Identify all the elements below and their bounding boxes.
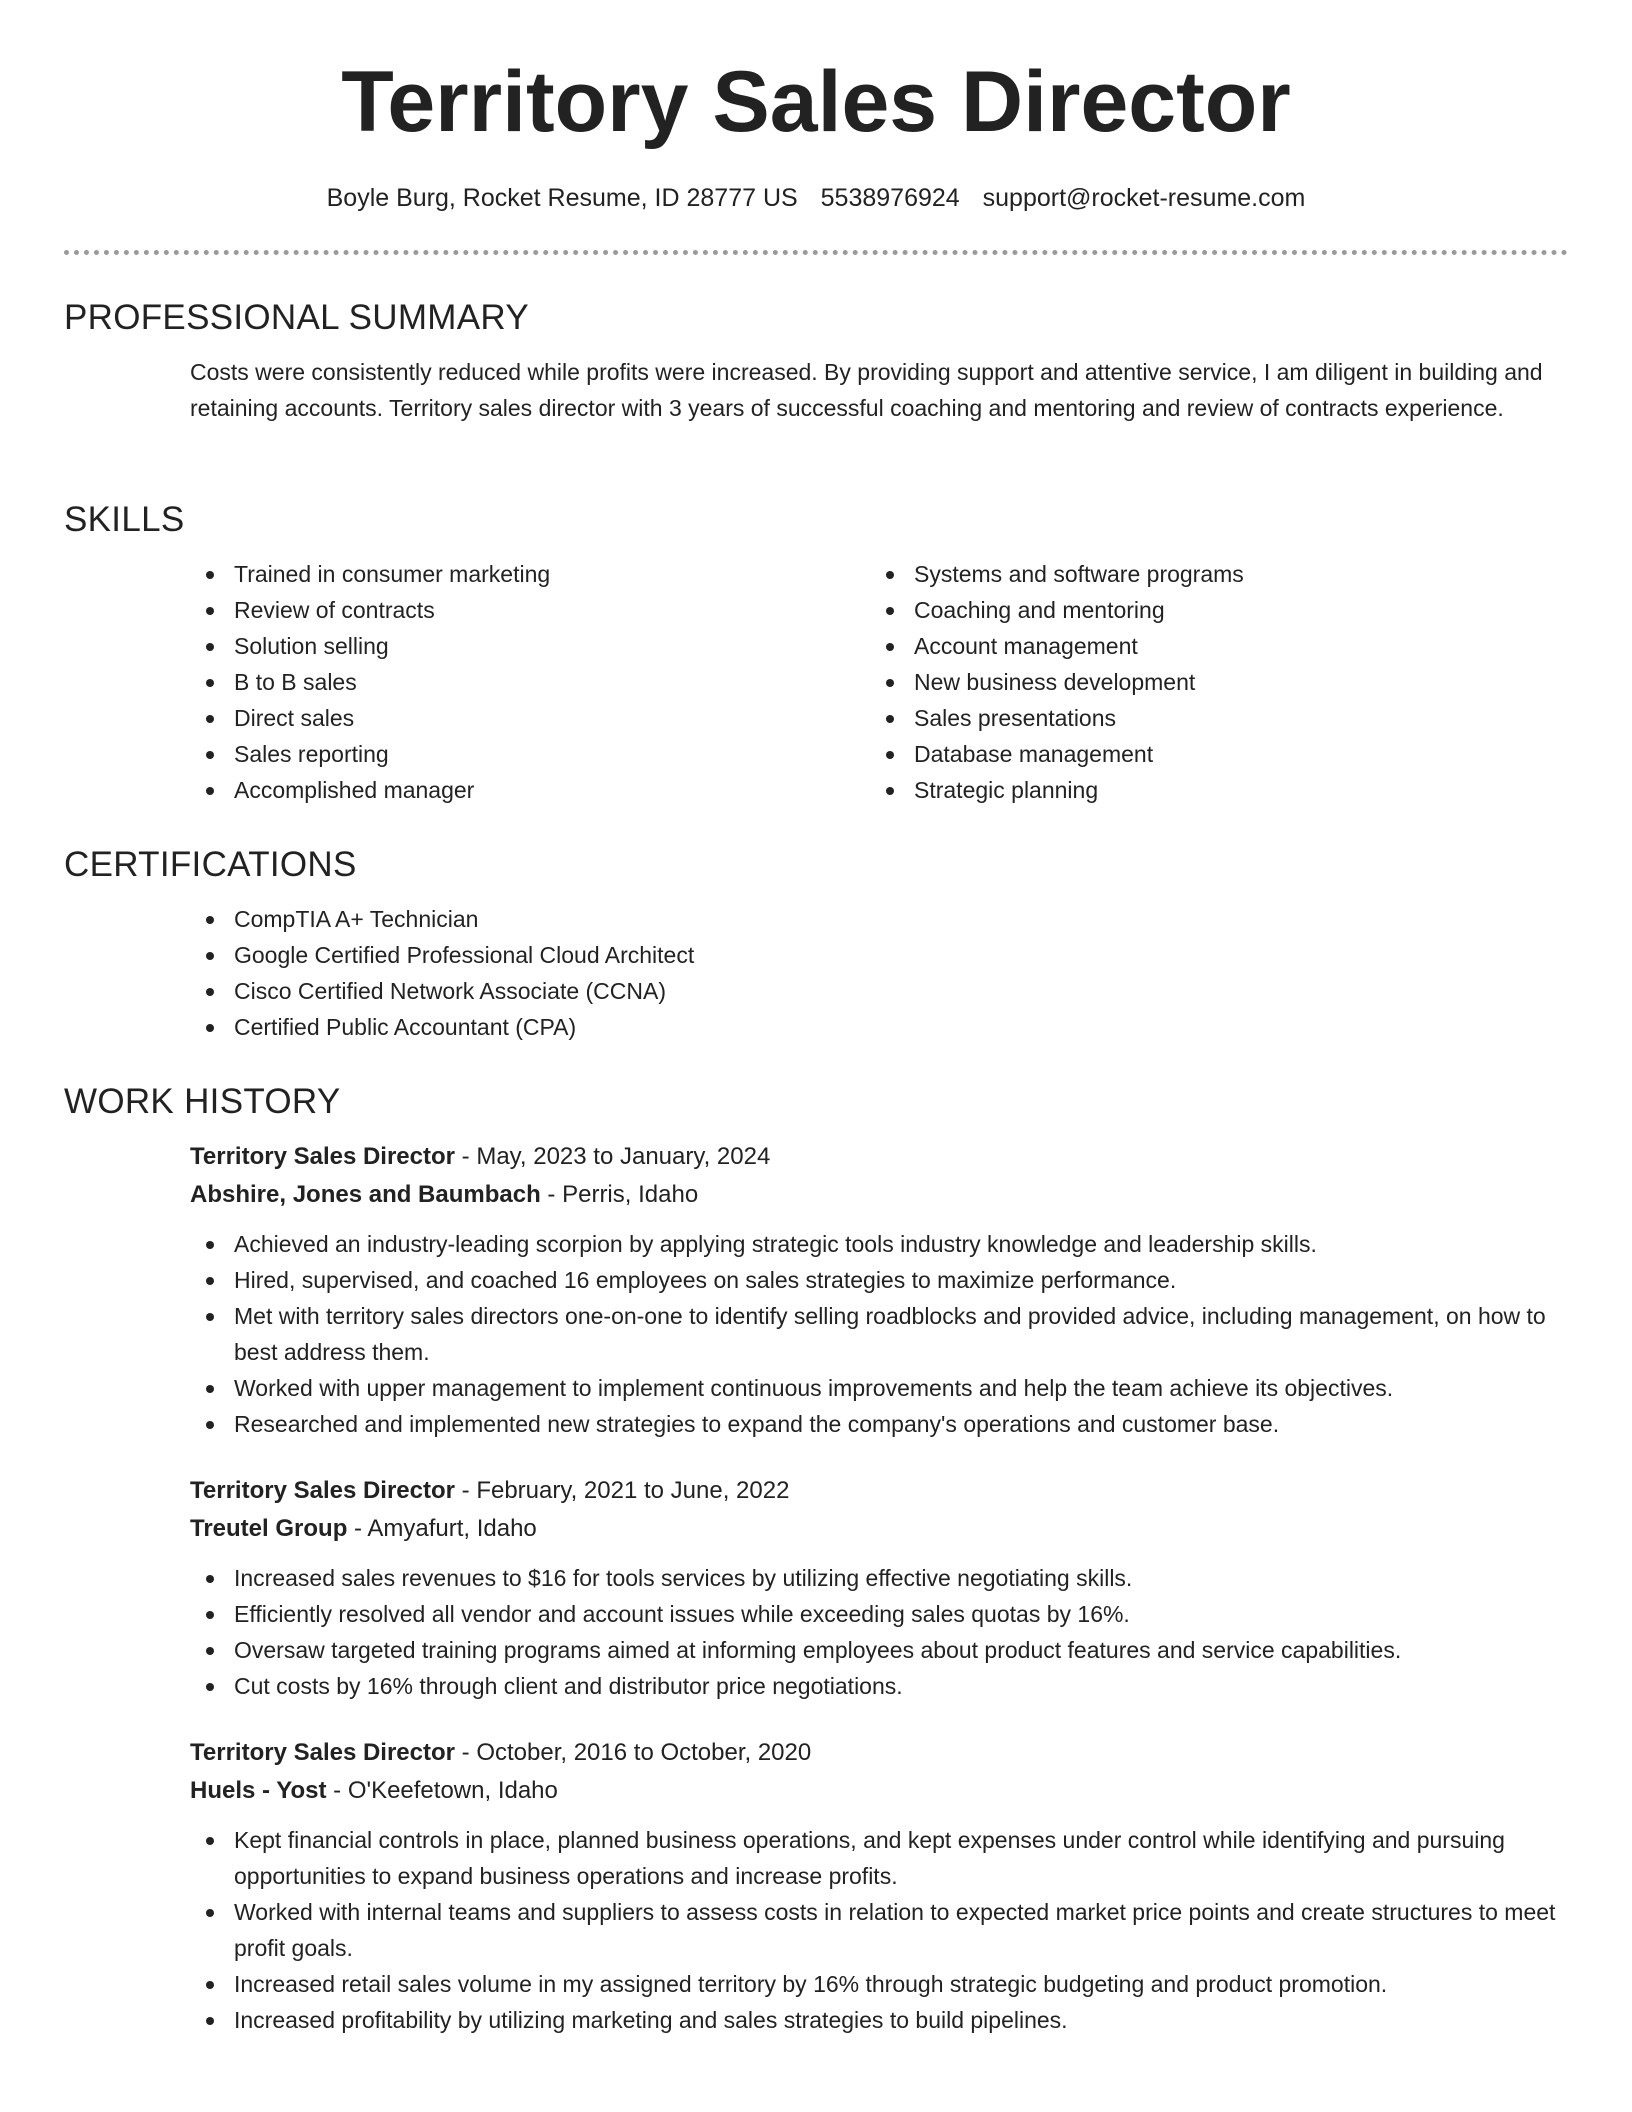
skills-heading: SKILLS (64, 500, 185, 539)
job-company: Treutel Group (190, 1515, 348, 1542)
skill-item: Review of contracts (190, 592, 870, 628)
job-bullet: Efficiently resolved all vendor and account issues while exceeding sales quotas by 16%. (190, 1596, 1570, 1632)
contact-line (0, 180, 1632, 216)
job-location: - O'Keefetown, Idaho (326, 1777, 558, 1804)
skill-item: Accomplished manager (190, 772, 870, 808)
job-bullets (190, 1226, 1570, 1442)
certification-item: Cisco Certified Network Associate (CCNA) (190, 973, 1570, 1009)
skill-item: Systems and software programs (870, 556, 1550, 592)
work-history-heading: WORK HISTORY (64, 1082, 341, 1121)
skill-item: Sales presentations (870, 700, 1550, 736)
contact-phone: 5538976924 (820, 184, 960, 212)
certifications-list (190, 901, 1570, 1045)
certifications-heading: CERTIFICATIONS (64, 845, 357, 884)
certification-item: CompTIA A+ Technician (190, 901, 1570, 937)
job-title-line (190, 1138, 1570, 1176)
job-bullet: Increased profitability by utilizing marketing and sales strategies to build pipelines. (190, 2002, 1570, 2038)
skill-item: B to B sales (190, 664, 870, 700)
header-divider (64, 250, 1568, 255)
job-entry (190, 1472, 1570, 1704)
summary-section (64, 296, 1568, 426)
skill-item: Coaching and mentoring (870, 592, 1550, 628)
skill-item: Account management (870, 628, 1550, 664)
job-bullet: Worked with internal teams and suppliers to assess costs in relation to expected market price points and create structures to meet profit goals. (190, 1894, 1570, 1966)
job-entry (190, 1138, 1570, 1442)
skills-list-left (190, 556, 870, 808)
job-title: Territory Sales Director (190, 1739, 455, 1766)
job-title-line (190, 1472, 1570, 1510)
certifications-section (64, 843, 1568, 1045)
skill-item: Strategic planning (870, 772, 1550, 808)
job-dates: - May, 2023 to January, 2024 (455, 1143, 771, 1170)
work-history-section (64, 1080, 1568, 2038)
job-title: Territory Sales Director (190, 1477, 455, 1504)
job-bullet: Oversaw targeted training programs aimed at informing employees about product features and service capabilities. (190, 1632, 1570, 1668)
job-bullet: Achieved an industry-leading scorpion by applying strategic tools industry knowledge and leadership skills. (190, 1226, 1570, 1262)
job-dates: - October, 2016 to October, 2020 (455, 1739, 812, 1766)
summary-text: Costs were consistently reduced while profits were increased. By providing support and attentive service, I am diligent in building and retaining accounts. Territory sales director with 3 years of successful coaching and mentoring and review of contracts experience. (190, 359, 1543, 421)
job-dates: - February, 2021 to June, 2022 (455, 1477, 790, 1504)
job-company-line (190, 1510, 1570, 1548)
certification-item: Google Certified Professional Cloud Architect (190, 937, 1570, 973)
skills-section (64, 498, 1568, 808)
skills-list-right (870, 556, 1550, 808)
job-bullet: Kept financial controls in place, planned business operations, and kept expenses under control while identifying and pursuing opportunities to expand business operations and increase profits. (190, 1822, 1570, 1894)
job-location: - Amyafurt, Idaho (347, 1515, 537, 1542)
certification-item: Certified Public Accountant (CPA) (190, 1009, 1570, 1045)
job-bullets (190, 1822, 1570, 2038)
job-bullets (190, 1560, 1570, 1704)
contact-email: support@rocket-resume.com (982, 184, 1306, 212)
job-entry (190, 1734, 1570, 2038)
job-company: Abshire, Jones and Baumbach (190, 1181, 541, 1208)
job-bullet: Cut costs by 16% through client and distributor price negotiations. (190, 1668, 1570, 1704)
job-location: - Perris, Idaho (540, 1181, 699, 1208)
skills-grid (190, 556, 1570, 808)
skill-item: New business development (870, 664, 1550, 700)
job-company-line (190, 1176, 1570, 1214)
skill-item: Direct sales (190, 700, 870, 736)
resume-name-title: Territory Sales Director (341, 54, 1291, 150)
job-bullet: Researched and implemented new strategies to expand the company's operations and customer base. (190, 1406, 1570, 1442)
job-bullet: Hired, supervised, and coached 16 employees on sales strategies to maximize performance. (190, 1262, 1570, 1298)
job-bullet: Increased sales revenues to $16 for tools services by utilizing effective negotiating skills. (190, 1560, 1570, 1596)
skill-item: Sales reporting (190, 736, 870, 772)
job-bullet: Met with territory sales directors one-on-one to identify selling roadblocks and provided advice, including management, on how to best address them. (190, 1298, 1570, 1370)
job-title: Territory Sales Director (190, 1143, 455, 1170)
job-title-line (190, 1734, 1570, 1772)
job-company-line (190, 1772, 1570, 1810)
skill-item: Solution selling (190, 628, 870, 664)
contact-address: Boyle Burg, Rocket Resume, ID 28777 US (326, 184, 798, 212)
job-bullet: Worked with upper management to implement continuous improvements and help the team achieve its objectives. (190, 1370, 1570, 1406)
job-company: Huels - Yost (190, 1777, 327, 1804)
job-bullet: Increased retail sales volume in my assigned territory by 16% through strategic budgeting and product promotion. (190, 1966, 1570, 2002)
skill-item: Trained in consumer marketing (190, 556, 870, 592)
summary-heading: PROFESSIONAL SUMMARY (64, 298, 529, 337)
skill-item: Database management (870, 736, 1550, 772)
